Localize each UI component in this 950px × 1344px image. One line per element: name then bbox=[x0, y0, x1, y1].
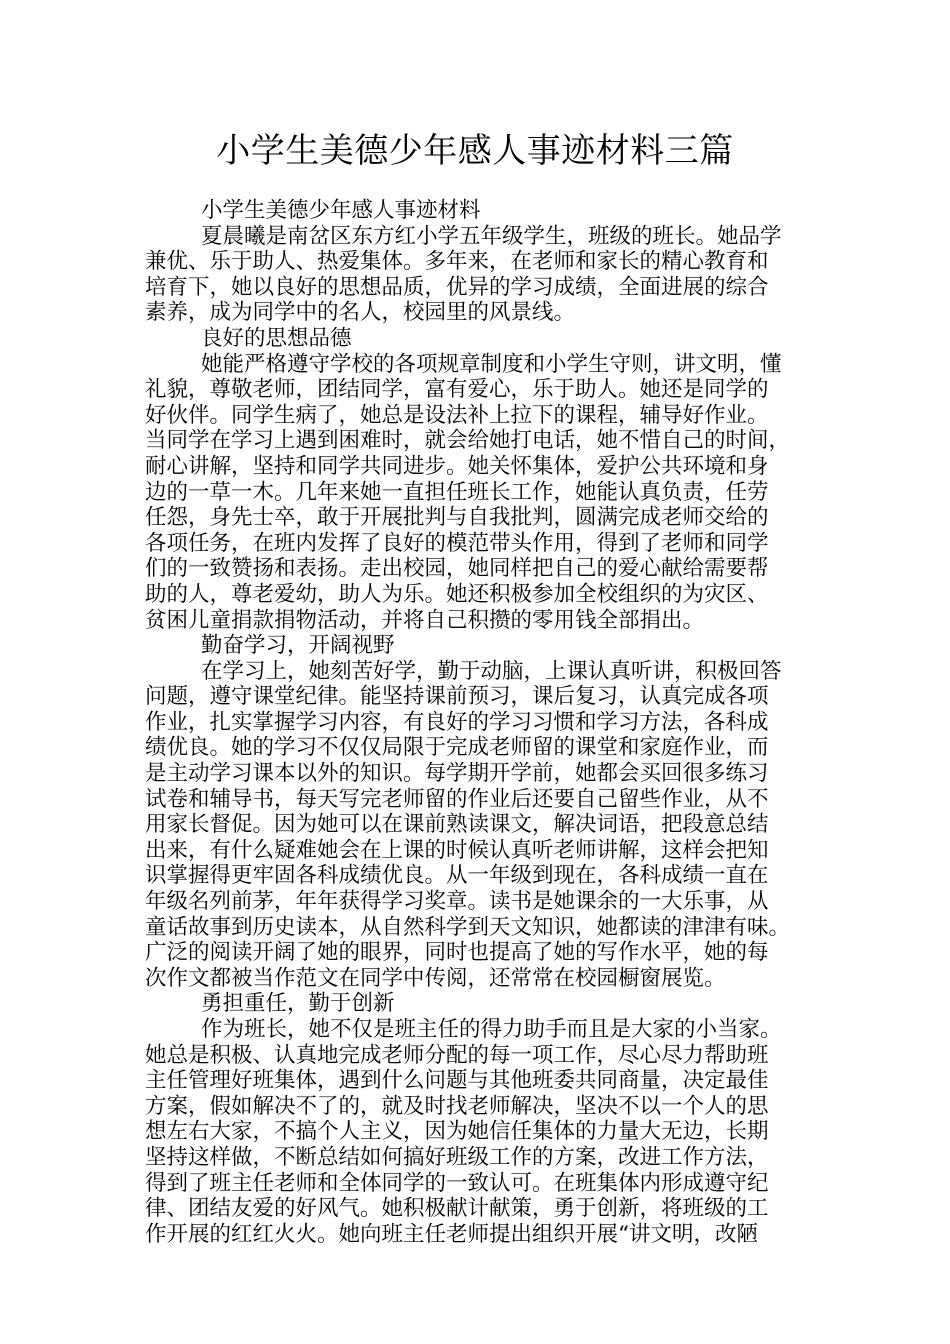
paragraph-line: 绩优良。她的学习不仅仅局限于完成老师留的课堂和家庭作业，而 bbox=[145, 735, 769, 761]
paragraph-line: 任怨，身先士卒，敢于开展批判与自我批判，圆满完成老师交给的 bbox=[145, 505, 769, 531]
paragraph-line: 在学习上，她刻苦好学，勤于动脑，上课认真听讲，积极回答 bbox=[201, 658, 782, 684]
paragraph-line: 主任管理好班集体，遇到什么问题与其他班委共同商量，决定最佳 bbox=[145, 1068, 769, 1094]
paragraph-line: 得到了班主任老师和全体同学的一致认可。在班集体内形成遵守纪 bbox=[145, 1170, 769, 1196]
paragraph-line: 广泛的阅读开阔了她的眼界，同时也提高了她的写作水平，她的每 bbox=[145, 940, 769, 966]
paragraph-line: 想左右大家，不搞个人主义，因为她信任集体的力量大无边，长期 bbox=[145, 1119, 769, 1145]
paragraph-line: 识掌握得更牢固各科成绩优良。从一年级到现在，各科成绩一直在 bbox=[145, 863, 769, 889]
paragraph-line: 方案，假如解决不了的，就及时找老师解决，坚决不以一个人的思 bbox=[145, 1093, 769, 1119]
paragraph-line: 培育下，她以良好的思想品质，优异的学习成绩，全面进展的综合 bbox=[145, 274, 769, 300]
paragraph-line: 作业，扎实掌握学习内容，有良好的学习习惯和学习方法，各科成 bbox=[145, 709, 769, 735]
paragraph-line: 夏晨曦是南岔区东方红小学五年级学生，班级的班长。她品学 bbox=[201, 223, 782, 249]
paragraph-line: 是主动学习课本以外的知识。每学期开学前，她都会买回很多练习 bbox=[145, 761, 769, 787]
paragraph-line: 边的一草一木。几年来她一直担任班长工作，她能认真负责，任劳 bbox=[145, 479, 769, 505]
paragraph-line: 她能严格遵守学校的各项规章制度和小学生守则，讲文明，懂 bbox=[201, 351, 782, 377]
section-heading: 勤奋学习，开阔视野 bbox=[201, 633, 395, 659]
paragraph-line: 各项任务，在班内发挥了良好的模范带头作用，得到了老师和同学 bbox=[145, 530, 769, 556]
paragraph-line: 作为班长，她不仅是班主任的得力助手而且是大家的小当家。 bbox=[201, 1017, 782, 1042]
paragraph-line: 律、团结友爱的好风气。她积极献计献策，勇于创新，将班级的工 bbox=[145, 1196, 769, 1222]
paragraph-line: 用家长督促。因为她可以在课前熟读课文，解决词语，把段意总结 bbox=[145, 812, 769, 838]
paragraph-line: 好伙伴。同学生病了，她总是设法补上拉下的课程，辅导好作业。 bbox=[145, 402, 769, 428]
paragraph-line: 试卷和辅导书，每天写完老师留的作业后还要自己留些作业，从不 bbox=[145, 786, 769, 812]
section-heading: 良好的思想品德 bbox=[201, 325, 352, 351]
paragraph-line: 坚持这样做，不断总结如何搞好班级工作的方案，改进工作方法， bbox=[145, 1144, 769, 1170]
paragraph-line: 们的一致赞扬和表扬。走出校园，她同样把自己的爱心献给需要帮 bbox=[145, 556, 769, 582]
section-heading: 小学生美德少年感人事迹材料 bbox=[201, 198, 481, 223]
paragraph-line: 耐心讲解，坚持和同学共同进步。她关怀集体，爱护公共环境和身 bbox=[145, 453, 769, 479]
paragraph-line: 贫困儿童捐款捐物活动，并将自己积攒的零用钱全部捐出。 bbox=[145, 607, 705, 633]
document-title: 小学生美德少年感人事迹材料三篇 bbox=[216, 131, 734, 171]
paragraph-line: 兼优、乐于助人、热爱集体。多年来，在老师和家长的精心教育和 bbox=[145, 249, 769, 275]
document-body bbox=[145, 198, 825, 1247]
paragraph-line: 礼貌，尊敬老师，团结同学，富有爱心，乐于助人。她还是同学的 bbox=[145, 377, 769, 403]
paragraph-line: 出来，有什么疑难她会在上课的时候认真听老师讲解，这样会把知 bbox=[145, 837, 769, 863]
paragraph-line: 当同学在学习上遇到困难时，就会给她打电话，她不惜自己的时间， bbox=[145, 428, 791, 454]
paragraph-line: 她总是积极、认真地完成老师分配的每一项工作，尽心尽力帮助班 bbox=[145, 1042, 769, 1068]
paragraph-line: 问题，遵守课堂纪律。能坚持课前预习，课后复习，认真完成各项 bbox=[145, 684, 769, 710]
paragraph-line: 童话故事到历史读本，从自然科学到天文知识，她都读的津津有味。 bbox=[145, 914, 791, 940]
paragraph-line: 助的人，尊老爱幼，助人为乐。她还积极参加全校组织的为灾区、 bbox=[145, 581, 769, 607]
paragraph-line: 作开展的红红火火。她向班主任老师提出组织开展“讲文明，改陋 bbox=[145, 1221, 758, 1247]
paragraph-line: 次作文都被当作范文在同学中传阅，还常常在校园橱窗展览。 bbox=[145, 965, 726, 991]
paragraph-line: 素养，成为同学中的名人，校园里的风景线。 bbox=[145, 300, 576, 326]
section-heading: 勇担重任，勤于创新 bbox=[201, 991, 395, 1017]
paragraph-line: 年级名列前茅，年年获得学习奖章。读书是她课余的一大乐事，从 bbox=[145, 889, 769, 915]
